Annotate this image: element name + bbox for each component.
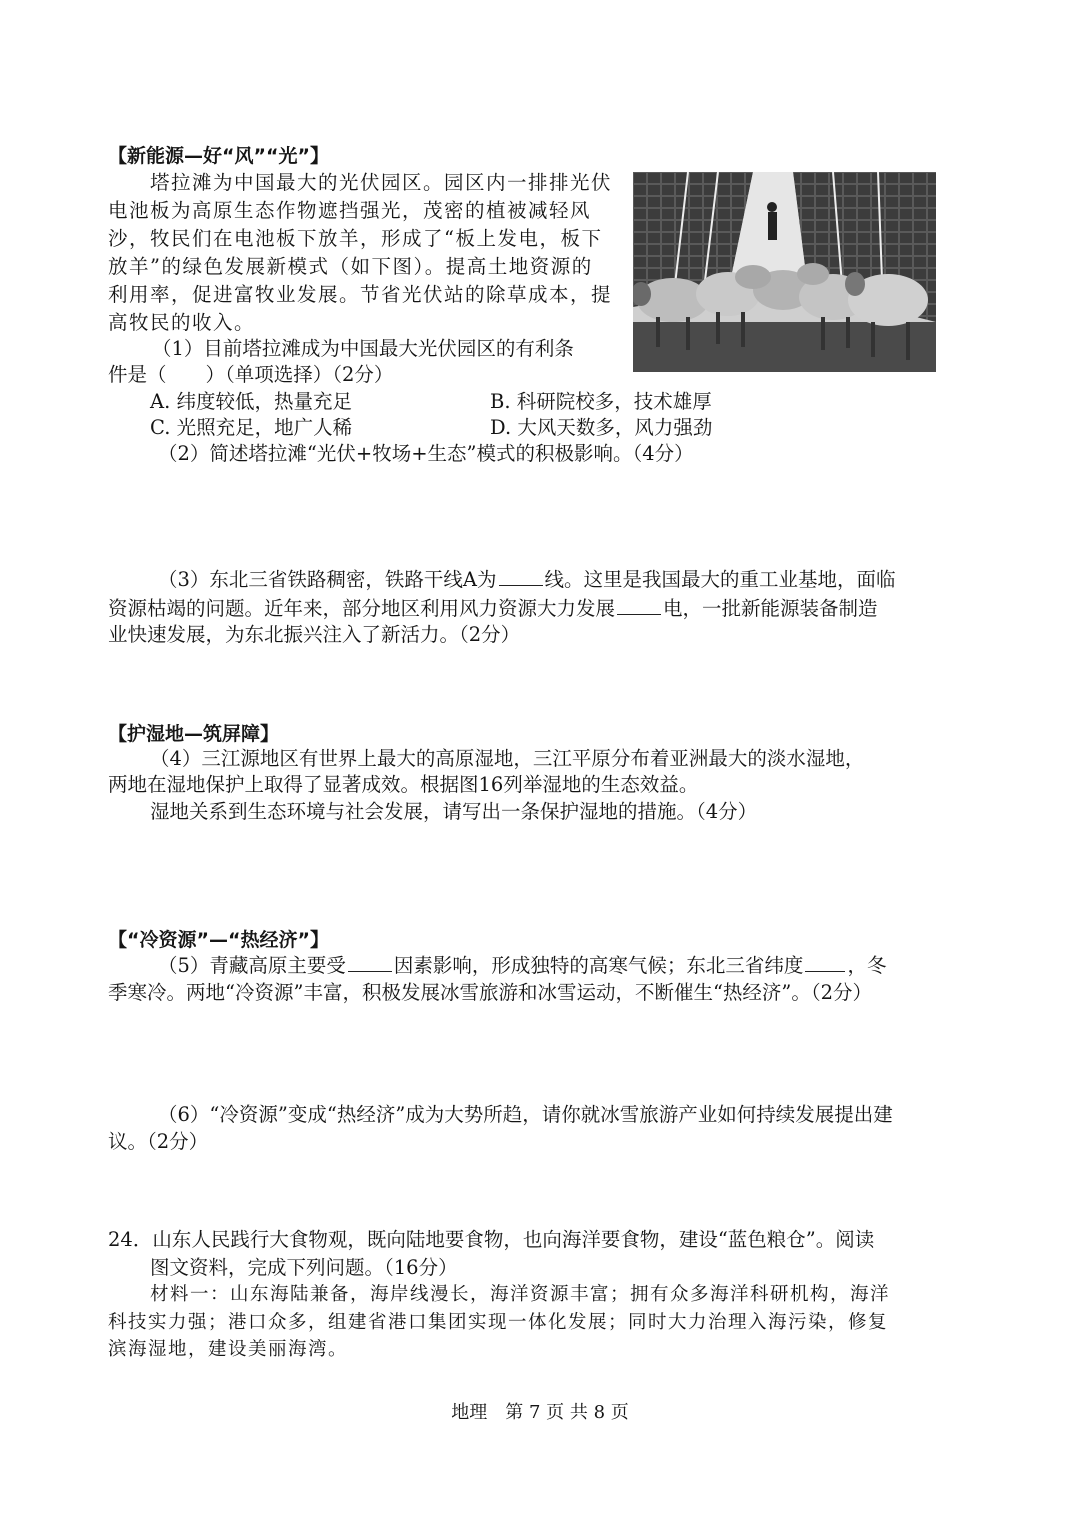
option-c: C. 光照充足，地广人稀	[150, 416, 353, 439]
option-b: B. 科研院校多，技术雄厚	[490, 390, 712, 413]
section-title-wetland: 【护湿地—筑屏障】	[108, 723, 280, 745]
blank-latitude[interactable]	[805, 953, 845, 972]
blank-climate-factor[interactable]	[348, 953, 392, 972]
section-title-cold-resources: 【“冷资源”—“热经济”】	[108, 929, 329, 951]
option-d: D. 大风天数多，风力强劲	[490, 416, 713, 439]
question-3-text-1b: 线。这里是我国最大的重工业基地，面临	[544, 568, 896, 591]
question-3-line-2	[108, 596, 878, 622]
question-3-text-1a: （3）东北三省铁路稠密，铁路干线A为	[158, 568, 497, 591]
question-3-line-1	[158, 567, 896, 593]
question-2: （2）简述塔拉滩“光伏+牧场+生态”模式的积极影响。（4分）	[158, 442, 694, 465]
question-3-line-3: 业快速发展，为东北振兴注入了新活力。（2分）	[108, 623, 521, 646]
solar-farm-sheep-photo	[633, 172, 936, 372]
question-1-line-2: 件是（ ）（单项选择）（2分）	[108, 363, 394, 386]
question-3-text-2b: 电，一批新能源装备制造	[663, 597, 878, 620]
question-24-line-2: 图文资料，完成下列问题。（16分）	[150, 1256, 458, 1279]
question-24-line-1: 24．山东人民践行大食物观，既向陆地要食物，也向海洋要食物，建设“蓝色粮仓”。阅读	[108, 1228, 875, 1251]
question-3-text-2a: 资源枯竭的问题。近年来，部分地区利用风力资源大力发展	[108, 597, 616, 620]
question-5-text-1a: （5）青藏高原主要受	[158, 954, 346, 977]
question-6-line-2: 议。（2分）	[108, 1130, 209, 1153]
question-5-text-1b: 因素影响，形成独特的高寒气候；东北三省纬度	[393, 954, 804, 977]
question-5-line-2: 季寒冷。两地“冷资源”丰富，积极发展冰雪旅游和冰雪运动，不断催生“热经济”。（2分）	[108, 981, 873, 1004]
question-6-line-1: （6）“冷资源”变成“热经济”成为大势所趋，请你就冰雪旅游产业如何持续发展提出建	[158, 1103, 893, 1126]
intro-line-6: 高牧民的收入。	[108, 311, 256, 334]
question-4-line-2: 两地在湿地保护上取得了显著成效。根据图16列举湿地的生态效益。	[108, 773, 699, 796]
material-1-line-1: 材料一：山东海陆兼备，海岸线漫长，海洋资源丰富；拥有众多海洋科研机构，海洋	[150, 1284, 891, 1305]
option-a: A. 纬度较低，热量充足	[150, 390, 352, 413]
intro-line-5: 利用率，促进富牧业发展。节省光伏站的除草成本，提	[108, 283, 613, 306]
question-1-line-1: （1）目前塔拉滩成为中国最大光伏园区的有利条	[152, 337, 574, 360]
intro-line-2: 电池板为高原生态作物遮挡强光，茂密的植被减轻风	[108, 199, 592, 222]
material-1-line-2: 科技实力强；港口众多，组建省港口集团实现一体化发展；同时大力治理入海污染，修复	[108, 1312, 889, 1333]
page-footer: 地理 第 7 页 共 8 页	[451, 1402, 629, 1423]
blank-power-type[interactable]	[617, 596, 661, 615]
question-4-line-1: （4）三江源地区有世界上最大的高原湿地，三江平原分布着亚洲最大的淡水湿地，	[150, 747, 865, 770]
section-title-new-energy: 【新能源—好“风”“光”】	[108, 145, 329, 167]
intro-line-1: 塔拉滩为中国最大的光伏园区。园区内一排排光伏	[150, 171, 613, 194]
material-1-line-3: 滨海湿地，建设美丽海湾。	[108, 1339, 349, 1360]
question-5-text-1c: ，冬	[847, 954, 887, 977]
question-4-line-3: 湿地关系到生态环境与社会发展，请写出一条保护湿地的措施。（4分）	[150, 800, 758, 823]
intro-line-4: 放羊”的绿色发展新模式（如下图）。提高土地资源的	[108, 255, 593, 278]
question-5-line-1	[158, 953, 886, 979]
intro-line-3: 沙，牧民们在电池板下放羊，形成了“板上发电，板下	[108, 227, 603, 250]
blank-railway-line[interactable]	[499, 567, 543, 586]
